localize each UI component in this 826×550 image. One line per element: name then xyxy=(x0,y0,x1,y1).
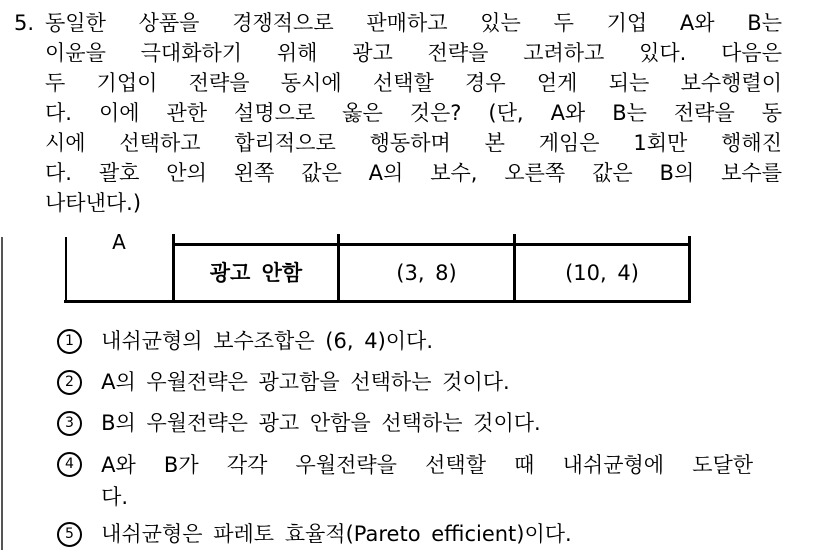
question-line: 나타낸다.) xyxy=(45,191,142,215)
option-text: 내쉬균형의 보수조합은 (6, 4)이다. xyxy=(101,329,434,353)
answer-option-5 xyxy=(57,520,572,548)
page-margin-line xyxy=(1,237,3,550)
question-line: 다. 괄호 안의 왼쪽 값은 A의 보수, 오른쪽 값은 B의 보수를 xyxy=(45,161,782,185)
table-cell-payoff: (3, 8) xyxy=(396,261,457,285)
table-row-header: 광고 안함 xyxy=(209,261,303,285)
option-number-circle: 2 xyxy=(57,370,82,395)
question-line: 시에 선택하고 합리적으로 행동하며 본 게임은 1회만 행해진 xyxy=(45,131,782,155)
table-cell-payoff: (10, 4) xyxy=(565,261,639,285)
question-number: 5. xyxy=(14,11,35,35)
answer-option-1 xyxy=(57,327,433,355)
question-line: 동일한 상품을 경쟁적으로 판매하고 있는 두 기업 A와 B는 xyxy=(45,11,782,35)
question-line: 두 기업이 전략을 동시에 선택할 경우 얻게 되는 보수행렬이 xyxy=(45,71,782,95)
option-text: B의 우월전략은 광고 안함을 선택하는 것이다. xyxy=(101,411,541,435)
question-line: 다. 이에 관한 설명으로 옳은 것은? (단, A와 B는 전략을 동 xyxy=(45,101,782,125)
option-text: A의 우월전략은 광고함을 선택하는 것이다. xyxy=(101,370,510,394)
table-right-border xyxy=(688,236,691,303)
table-bottom-border xyxy=(64,300,691,303)
question-text xyxy=(45,8,782,218)
answer-option-2 xyxy=(57,368,510,396)
option-text-line: A와 B가 각각 우월전략을 선택할 때 내쉬균형에 도달한 xyxy=(101,453,754,477)
option-number-circle: 4 xyxy=(57,452,82,477)
table-corner-label: A xyxy=(112,230,126,254)
option-number-circle: 1 xyxy=(57,329,82,354)
answer-option-3 xyxy=(57,409,541,437)
table-top-border xyxy=(172,243,691,246)
question-line: 이윤을 극대화하기 위해 광고 전략을 고려하고 있다. 다음은 xyxy=(45,41,782,65)
payoff-table xyxy=(64,230,696,306)
option-number-circle: 5 xyxy=(57,522,82,547)
option-text xyxy=(101,450,753,512)
option-text-line: 다. xyxy=(101,485,129,509)
answer-option-4 xyxy=(57,450,753,512)
option-number-circle: 3 xyxy=(57,411,82,436)
option-text: 내쉬균형은 파레토 효율적(Pareto efficient)이다. xyxy=(101,522,572,546)
